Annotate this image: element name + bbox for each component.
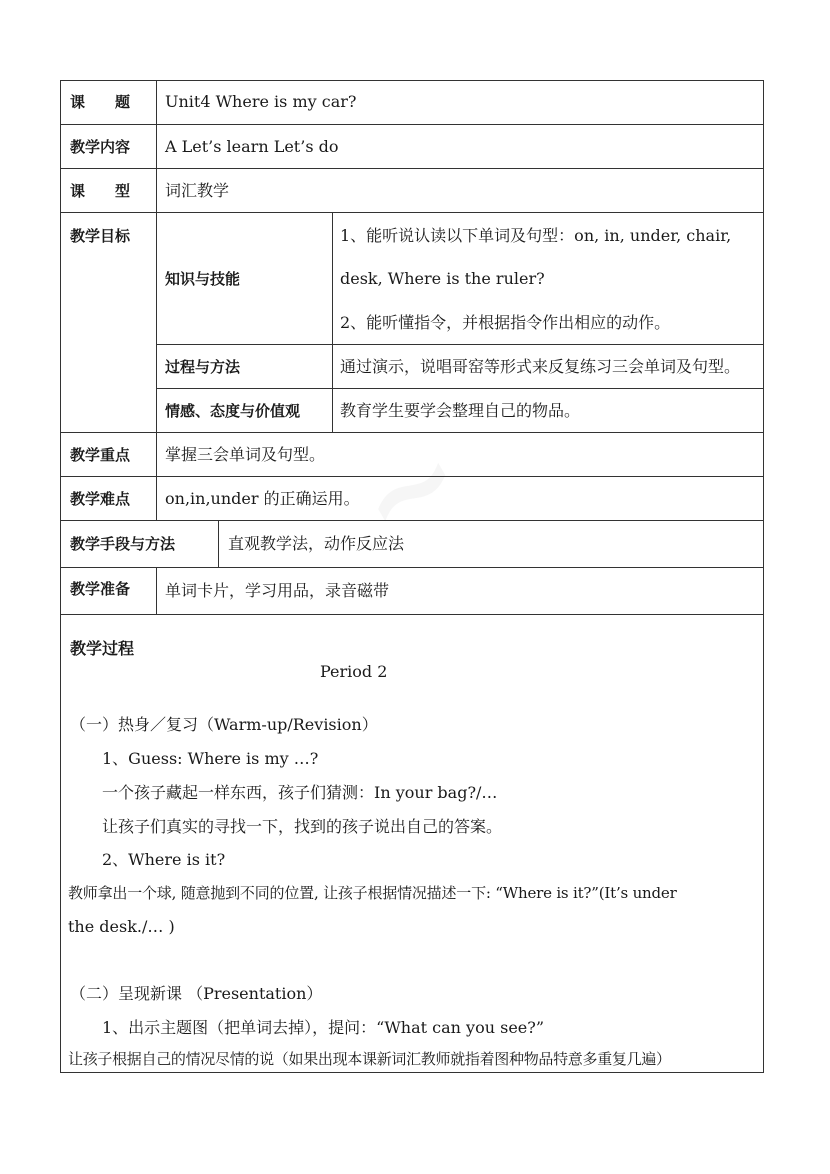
- period-title: Period 2: [320, 662, 388, 681]
- row-divider: [60, 432, 764, 433]
- row-divider: [156, 388, 764, 389]
- section-2-item-1-line-2: 让孩子根据自己的情况尽情的说（如果出现本课新词汇教师就指着图种物品特意多重复几遍）: [68, 1050, 671, 1068]
- process-method-label: 过程与方法: [165, 358, 241, 376]
- section-1-item-2-line-2: 教师拿出一个球, 随意抛到不同的位置, 让孩子根据情况描述一下: “Where is it?”(It’s under: [68, 884, 677, 902]
- knowledge-label: 知识与技能: [165, 270, 241, 288]
- key-points-value: 掌握三会单词及句型。: [165, 445, 326, 464]
- row-divider: [60, 614, 764, 615]
- topic-value: Unit4 Where is my car?: [165, 92, 357, 111]
- difficulty-value: on,in,under 的正确运用。: [165, 489, 360, 508]
- row-divider: [60, 520, 764, 521]
- topic-label: 课 题: [70, 93, 131, 111]
- column-divider: [218, 520, 219, 567]
- knowledge-line-3: 2、能听懂指令，并根据指令作出相应的动作。: [340, 313, 671, 332]
- section-1-title: （一）热身／复习（Warm-up/Revision）: [70, 715, 378, 734]
- type-label: 课 型: [70, 182, 131, 200]
- process-heading: 教学过程: [70, 639, 135, 658]
- row-divider: [156, 344, 764, 345]
- section-1-item-1-line-3: 让孩子们真实的寻找一下，找到的孩子说出自己的答案。: [102, 817, 503, 836]
- row-divider: [60, 567, 764, 568]
- goals-label: 教学目标: [70, 227, 131, 245]
- knowledge-line-2: desk, Where is the ruler?: [340, 269, 545, 288]
- methods-label: 教学手段与方法: [70, 535, 176, 553]
- preparation-label: 教学准备: [70, 580, 131, 598]
- section-1-item-2: 2、Where is it?: [102, 850, 226, 869]
- section-2-item-1: 1、出示主题图（把单词去掉），提问：“What can you see?”: [102, 1018, 545, 1037]
- section-1-item-2-line-3: the desk./… ): [68, 917, 175, 936]
- attitude-label: 情感、态度与价值观: [165, 402, 301, 420]
- content-value: A Let’s learn Let’s do: [165, 137, 339, 156]
- content-label: 教学内容: [70, 138, 131, 156]
- row-divider: [60, 476, 764, 477]
- column-divider: [332, 212, 333, 432]
- section-2-title: （二）呈现新课 （Presentation）: [70, 984, 323, 1003]
- preparation-value: 单词卡片，学习用品，录音磁带: [165, 581, 390, 600]
- knowledge-line-1: 1、能听说认读以下单词及句型：on, in, under, chair,: [340, 226, 732, 245]
- column-divider: [156, 567, 157, 614]
- attitude-value: 教育学生要学会整理自己的物品。: [340, 401, 581, 420]
- section-1-item-1-line-2: 一个孩子藏起一样东西，孩子们猜测：In your bag?/…: [102, 783, 498, 802]
- methods-value: 直观教学法，动作反应法: [228, 534, 405, 553]
- column-divider: [156, 80, 157, 520]
- row-divider: [60, 212, 764, 213]
- difficulty-label: 教学难点: [70, 490, 131, 508]
- type-value: 词汇教学: [165, 181, 230, 200]
- row-divider: [60, 124, 764, 125]
- section-1-item-1: 1、Guess: Where is my …?: [102, 749, 319, 768]
- key-points-label: 教学重点: [70, 446, 131, 464]
- process-method-value: 通过演示，说唱哥窑等形式来反复练习三会单词及句型。: [340, 357, 741, 376]
- row-divider: [60, 168, 764, 169]
